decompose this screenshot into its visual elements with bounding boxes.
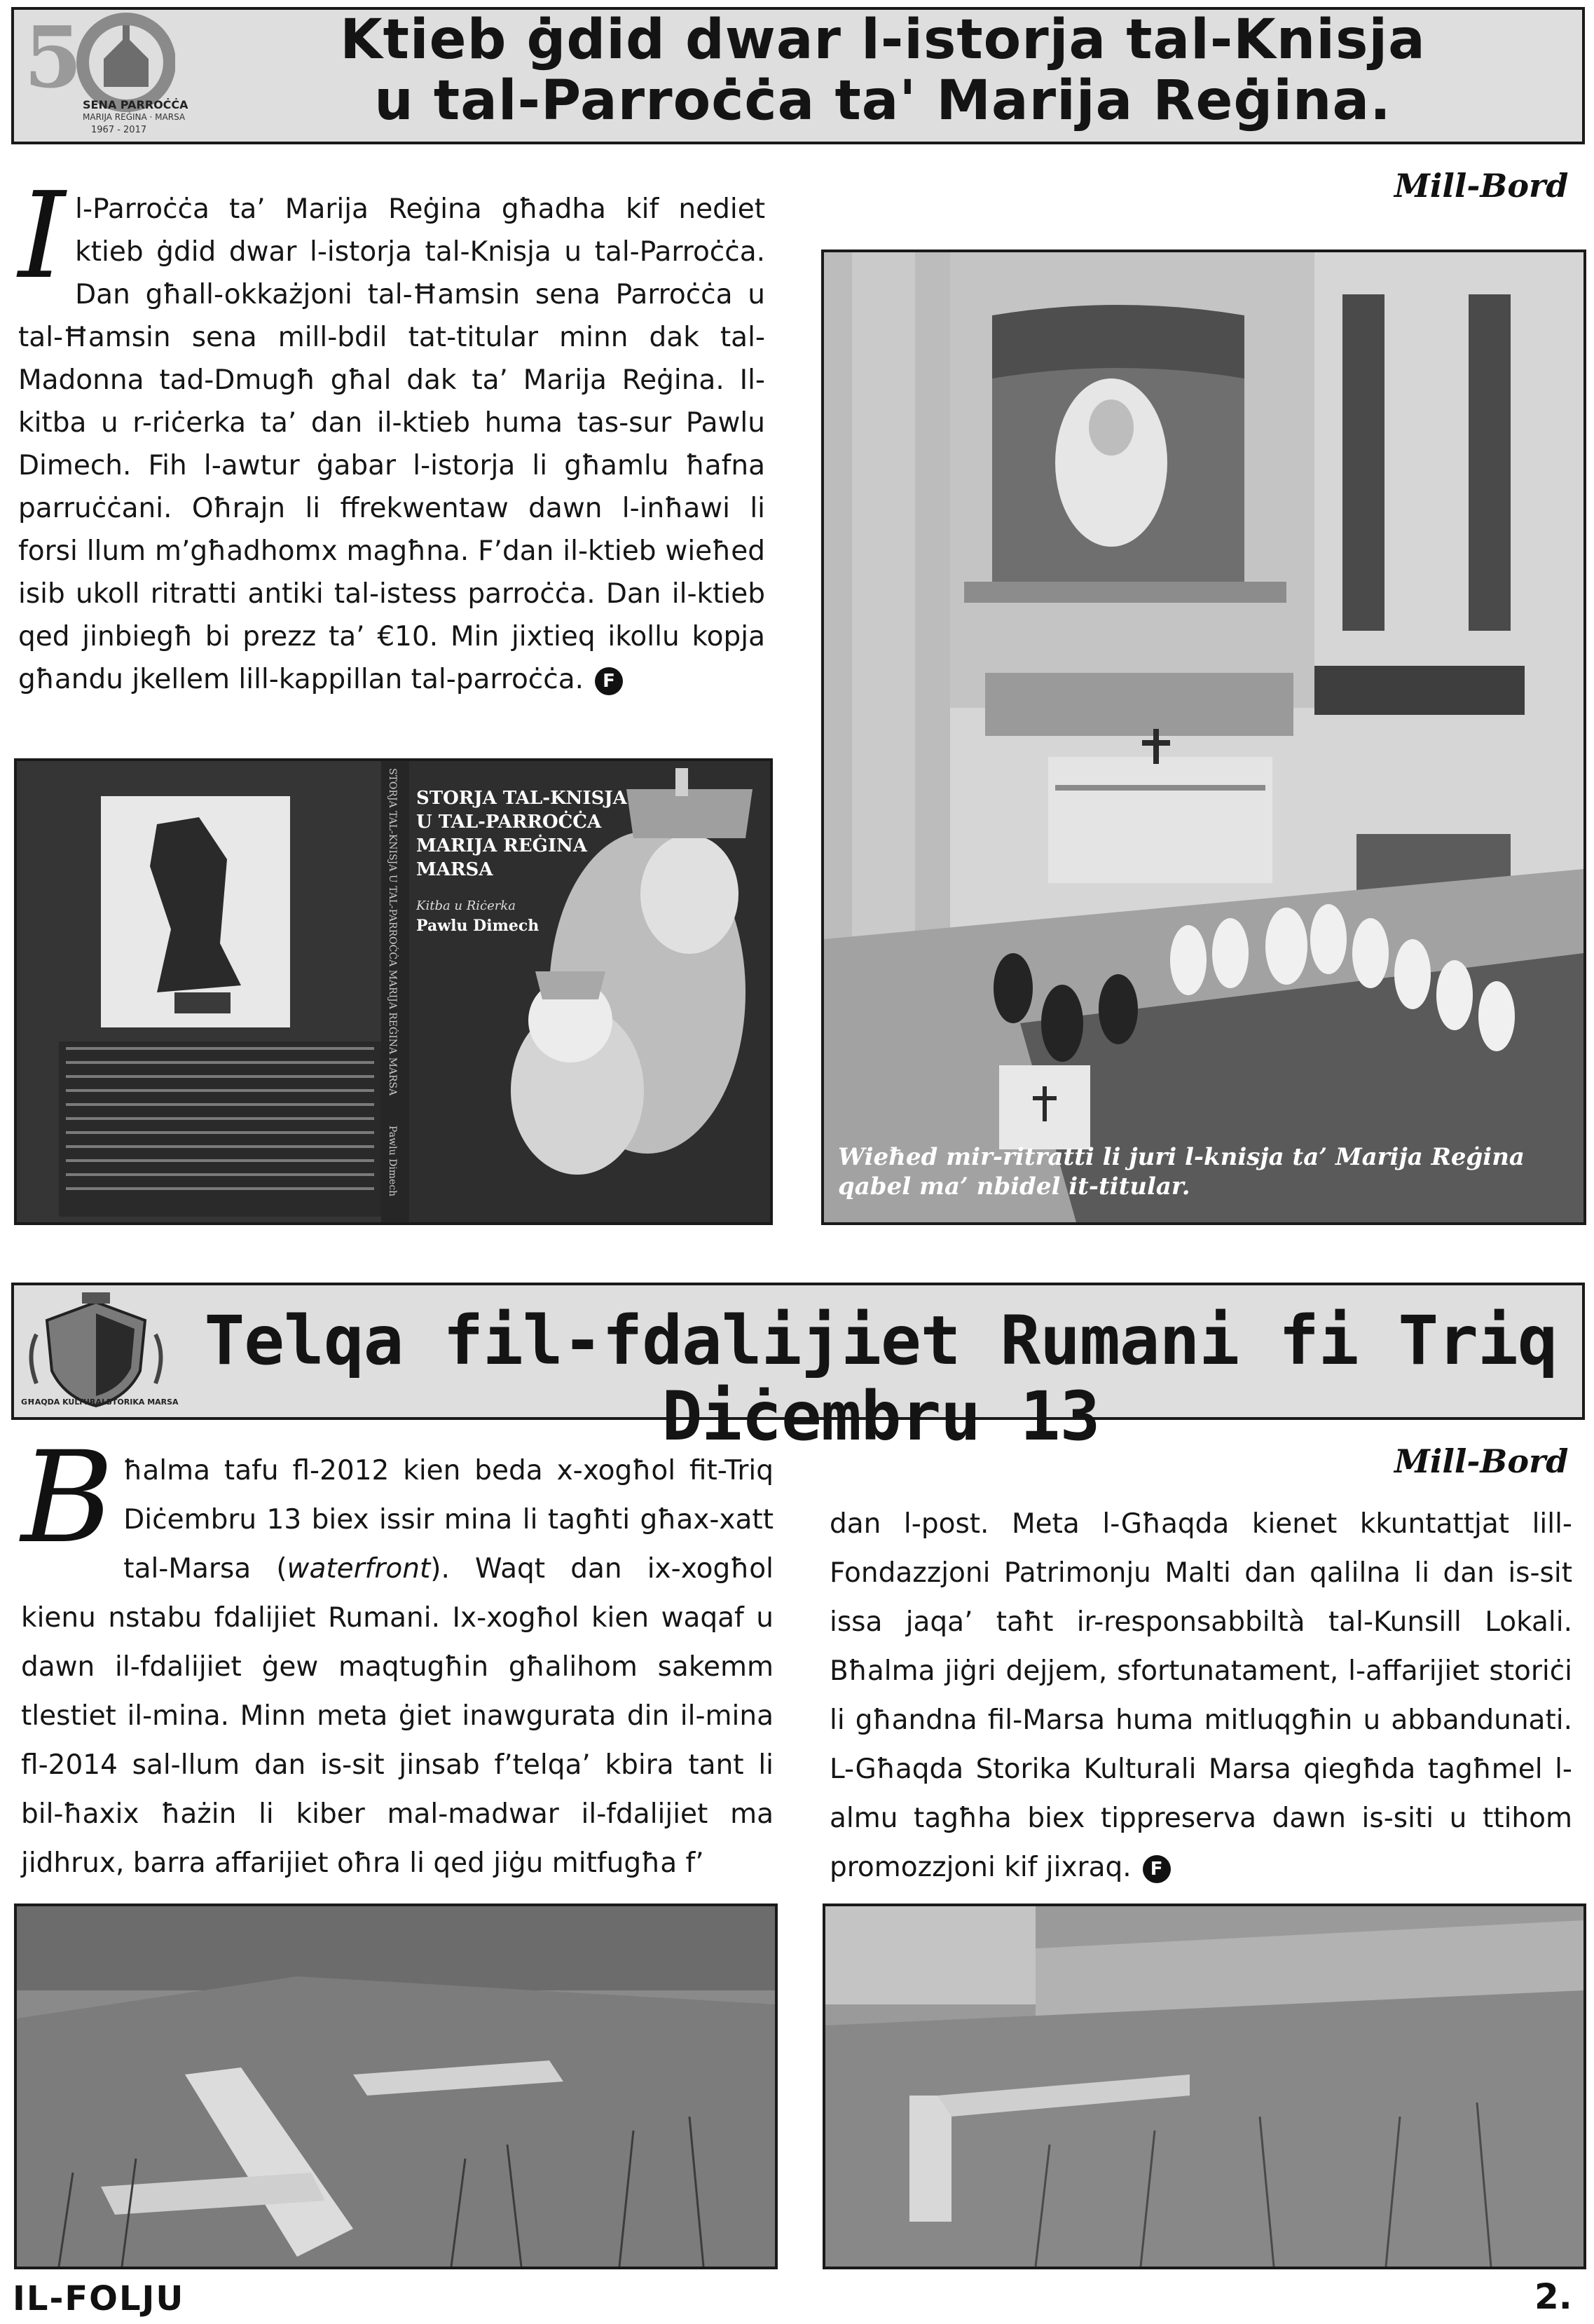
book-title-line3: MARIJA REĠINA [416, 835, 587, 856]
logo-line2: MARIJA REĠINA · MARSA [83, 112, 186, 122]
article2-end-badge: F [1143, 1855, 1171, 1883]
ghaqda-crest-icon [22, 1292, 170, 1413]
logo-years: 1967 - 2017 [91, 125, 147, 135]
book-spine-author: Pawlu Dimech [387, 1126, 398, 1197]
church-photo-caption: Wieħed mir-ritratti li juri l-knisja ta’ Marija Reġina qabel ma’ nbidel it-titular. [838, 1143, 1525, 1201]
article2-body-right-text: dan l-post. Meta l-Għaqda kienet kkuntattjat lill-Fondazzjoni Patrimonju Malti dan qalilna li dan is-sit issa jaqa’ taħt ir-responsabbiltà tal-Kunsill Lokali. Bħalma jiġri dejjem, sfortunatament, l-affarijiet storiċi li għandna fil-Marsa huma mitluqgħin u abbandunati. L-Għaqda Storika Kulturali Marsa qiegħda tagħmel l-almu tagħha biex tippreserva dawn is-siti u ttihom promozzjoni kif jixraq. [830, 1508, 1572, 1883]
book-cover-photo [14, 758, 773, 1225]
roman-remains-photo-left [14, 1903, 778, 2269]
book-spine-text: STORJA TAL-KNISJA U TAL-PARROĊĊA MARIJA REĠINA MARSA [387, 768, 398, 1096]
publication-name: IL-FOLJU [13, 2279, 185, 2318]
logo-line1: SENA PARROĊĊA [83, 98, 188, 111]
book-subtitle: Kitba u Riċerka [416, 898, 516, 913]
article1-signature: Mill-Bord [1394, 167, 1569, 205]
article2-body-left [21, 1425, 774, 1888]
page-number: 2. [1534, 2276, 1572, 2317]
svg-text:5: 5 [24, 10, 83, 107]
article2-body-left-em: waterfront [287, 1553, 431, 1585]
ghaqda-logo-left: GĦAQDA KULTURALI [21, 1397, 110, 1407]
ghaqda-logo-right: STORIKA MARSA [107, 1397, 179, 1407]
book-title [416, 786, 627, 882]
article1-title-line2: u tal-Parroċċa ta' Marija Reġina. [374, 69, 1392, 133]
church-interior-illustration [824, 252, 1583, 1222]
book-author: Pawlu Dimech [416, 917, 540, 935]
article1-title-line1: Ktieb ġdid dwar l-istorja tal-Knisja [340, 8, 1426, 71]
book-title-line4: MARSA [416, 859, 493, 880]
article2-body-left-pre: ħalma tafu fl-2012 kien beda x-xogħol fit-Triq Diċembru 13 biex issir mina li tagħti għax-xatt tal-Marsa ( [123, 1455, 774, 1585]
article1-end-badge: F [595, 667, 623, 695]
overgrown-ruins-illustration-left [17, 1906, 775, 2267]
article1-title [189, 10, 1576, 132]
article2-signature: Mill-Bord [1394, 1442, 1569, 1480]
book-title-line2: U TAL-PARROĊĊA [416, 812, 602, 833]
church-interior-photo [821, 250, 1586, 1225]
article1-body [18, 167, 765, 701]
article2-title: Telqa fil-fdalijiet Rumani fi Triq Diċembru 13 [204, 1301, 1558, 1456]
ghaqda-logo [21, 1292, 179, 1413]
article1-body-text: l-Parroċċa ta’ Marija Reġina għadha kif nediet ktieb ġdid dwar l-istorja tal-Knisja u tal-Parroċċa. Dan għall-okkażjoni tal-Ħamsin sena Parroċċa u tal-Ħamsin sena mill-bdil tat-titular minn dak tal-Madonna tad-Dmugħ għal dak ta’ Marija Reġina. Il-kitba u r-riċerka ta’ dan il-ktieb huma tas-sur Pawlu Dimech. Fih l-awtur ġabar l-istorja li għamlu ħafna parruċċani. Oħrajn li ffrekwentaw dawn l-inħawi li forsi llum m’għadhomx magħna. F’dan il-ktieb wieħed isib ukoll ritratti antiki tal-istess parroċċa. Dan il-ktieb qed jinbiegħ bi prezz ta’ €10. Min jixtieq ikollu kopja għandu jkellem lill-kappillan tal-parroċċa. [18, 193, 765, 695]
article2-body-left-post: ). Waqt dan ix-xogħol kienu nstabu fdalijiet Rumani. Ix-xogħol kien waqaf u dawn il-fdalijiet ġew maqtugħin għalihom sakemm tlestiet il-mina. Minn meta ġiet inawgurata din il-mina fl-2014 sal-llum dan is-sit jinsab f’telqa’ kbira tant li bil-ħaxix ħażin li kiber mal-madwar il-fdalijiet ma jidhrux, barra affarijiet oħra li qed jiġu mitfugħa f’ [21, 1553, 774, 1879]
overgrown-ruins-illustration-right [825, 1906, 1583, 2267]
book-title-line1: STORJA TAL-KNISJA [416, 788, 627, 809]
article2-dropcap: B [21, 1425, 114, 1571]
article1-dropcap: I [18, 167, 66, 306]
roman-remains-photo-right [823, 1903, 1586, 2269]
article2-body-right [830, 1500, 1572, 1892]
anniversary-logo [21, 10, 188, 142]
